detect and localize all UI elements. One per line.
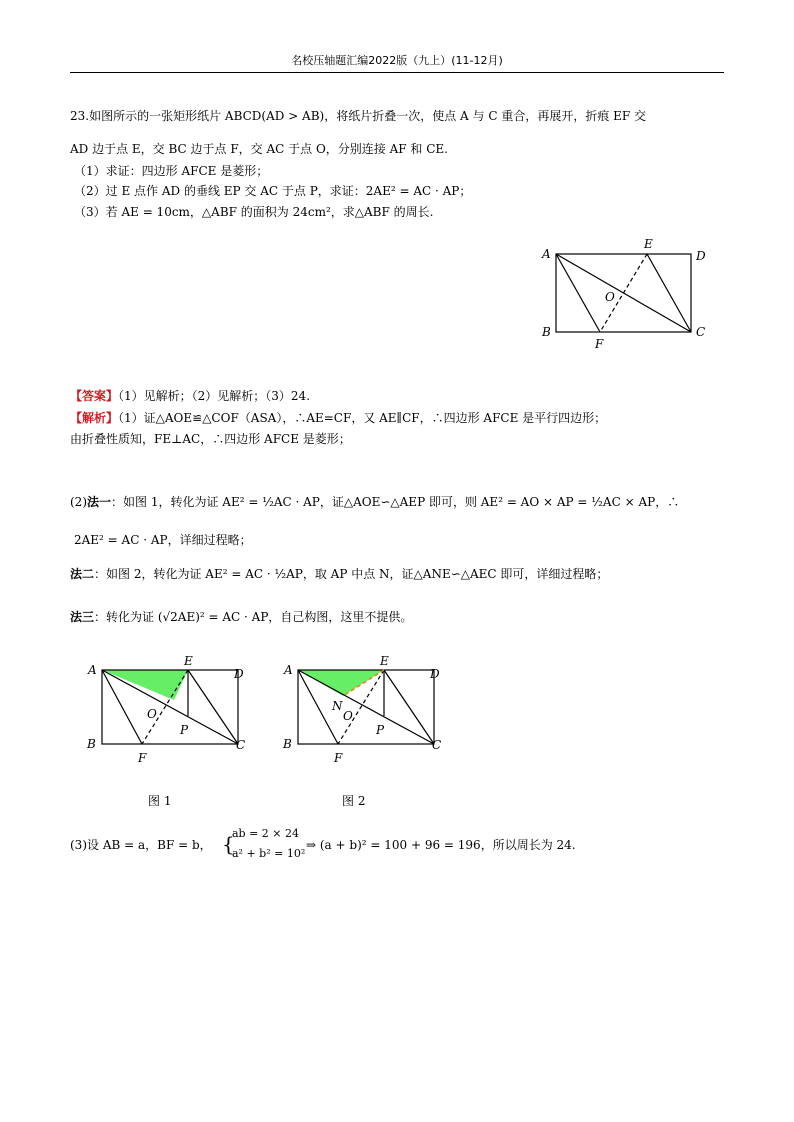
fig2-label-c: C <box>432 738 442 752</box>
fig2-label-b: B <box>283 737 292 751</box>
answer-tag: 【答案】 <box>70 389 119 403</box>
fig2-label-f: F <box>334 751 343 765</box>
fig1-label-o: O <box>147 707 157 721</box>
problem-line-1: 23.如图所示的一张矩形纸片 ABCD(AD > AB)，将纸片折叠一次，使点 A 与 C 重合，再展开，折痕 EF 交 <box>70 109 647 123</box>
fig2-label-d: D <box>430 667 440 681</box>
label-o: O <box>605 290 615 304</box>
analysis-line-2: 由折叠性质知，FE⊥AC，∴四边形 AFCE 是菱形； <box>70 432 351 446</box>
page-header: 名校压轴题汇编2022版（九上）(11-12月) <box>291 54 503 67</box>
fig1-label-c: C <box>236 738 246 752</box>
fig1-label-p: P <box>180 723 189 737</box>
method-1-line-1: (2)法一：如图 1，转化为证 AE² = ½AC · AP，证△AOE∽△AEP 即可，则 AE² = AO × AP = ½AC × AP，∴ <box>70 495 680 509</box>
question-2: （2）过 E 点作 AD 的垂线 EP 交 AC 于点 P，求证：2AE² = AC · AP； <box>74 184 472 198</box>
label-c: C <box>696 325 706 339</box>
fig2-label-p: P <box>376 723 385 737</box>
label-e: E <box>644 237 653 251</box>
method-tag: 法三 <box>70 610 95 624</box>
method-3-line: 法三：转化为证 (√2AE)² = AC · AP，自己构图，这里不提供。 <box>70 610 413 624</box>
question-3: （3）若 AE = 10cm，△ABF 的面积为 24cm²，求△ABF 的周长. <box>74 205 434 219</box>
part-3-result: ⇒ (a + b)² = 100 + 96 = 196，所以周长为 24. <box>306 838 576 852</box>
header-rule <box>70 72 724 73</box>
figure-1 <box>84 652 264 770</box>
fig1-label-f: F <box>138 751 147 765</box>
label-a: A <box>542 247 551 261</box>
fig2-label-e: E <box>380 654 389 668</box>
caption-figure-1: 图 1 <box>148 794 172 808</box>
main-figure <box>536 236 716 352</box>
caption-figure-2: 图 2 <box>342 794 366 808</box>
analysis-text-1: （1）证△AOE≌△COF（ASA），∴AE=CF，又 AE∥CF，∴四边形 AFCE 是平行四边形； <box>118 411 607 425</box>
analysis-line-1 <box>70 410 606 426</box>
fig1-label-b: B <box>87 737 96 751</box>
fig2-label-n: N <box>332 699 343 713</box>
equation-2: a² + b² = 10² <box>232 847 306 860</box>
method-tag: 法一 <box>87 495 112 509</box>
label-b: B <box>542 325 551 339</box>
method-1-line-2: 2AE² = AC · AP，详细过程略； <box>74 533 252 547</box>
answer-line <box>70 388 310 404</box>
fig1-label-a: A <box>88 663 97 677</box>
method-2-line: 法二：如图 2，转化为证 AE² = AC · ½AP，取 AP 中点 N，证△ANE∽△AEC 即可，详细过程略； <box>70 567 609 581</box>
equation-1: ab = 2 × 24 <box>232 827 300 840</box>
system-brace: { <box>222 832 235 856</box>
label-f: F <box>595 337 604 351</box>
fig1-label-d: D <box>234 667 244 681</box>
figure-2 <box>280 652 460 770</box>
analysis-tag: 【解析】 <box>70 411 119 425</box>
fig1-label-e: E <box>184 654 193 668</box>
answer-text: （1）见解析；（2）见解析；（3）24. <box>118 389 311 403</box>
question-1: （1）求证：四边形 AFCE 是菱形； <box>74 164 269 178</box>
part-3-prefix: (3)设 AB = a，BF = b， <box>70 838 212 852</box>
fig2-label-a: A <box>284 663 293 677</box>
problem-line-2: AD 边于点 E，交 BC 边于点 F，交 AC 于点 O，分别连接 AF 和 CE. <box>70 142 448 156</box>
method-tag: 法二 <box>70 567 95 581</box>
label-d: D <box>696 249 706 263</box>
fig2-label-o: O <box>343 709 353 723</box>
